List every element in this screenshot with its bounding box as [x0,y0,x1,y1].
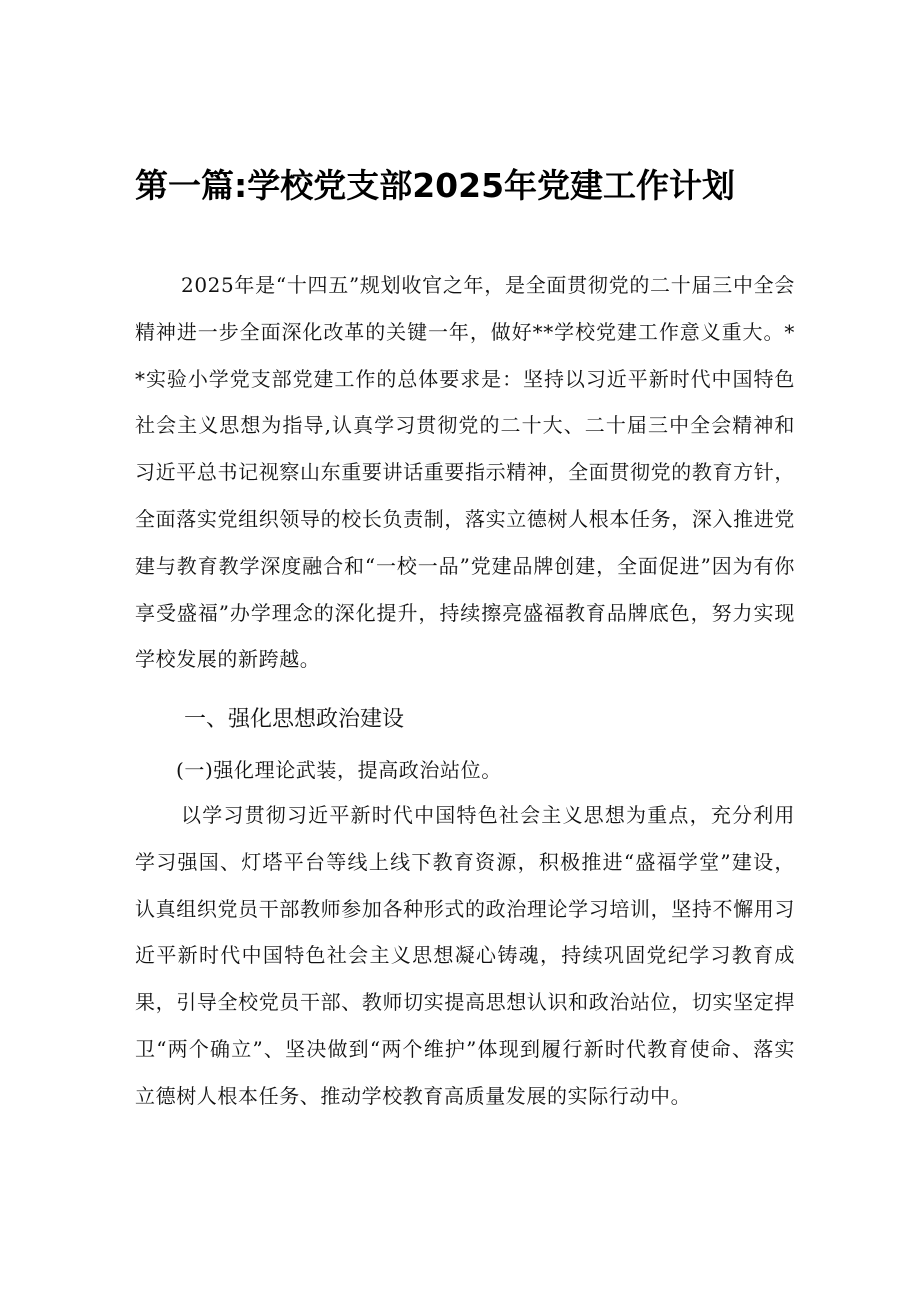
intro-paragraph: 2025年是“十四五”规划收官之年，是全面贯彻党的二十届三中全会精神进一步全面深化改革的关键一年，做好**学校党建工作意义重大。**实验小学党支部党建工作的总体要求是：坚持以习近平新时代中国特色社会主义思想为指导,认真学习贯彻党的二十大、二十届三中全会精神和习近平总书记视察山东重要讲话重要指示精神，全面贯彻党的教育方针，全面落实党组织领导的校长负责制，落实立德树人根本任务，深入推进党建与教育教学深度融合和“一校一品”党建品牌创建，全面促进”因为有你享受盛福”办学理念的深化提升，持续擦亮盛福教育品牌底色，努力实现学校发展的新跨越。 [135,273,795,672]
section-heading: 一、强化思想政治建设 [184,707,405,732]
sub-heading: (一)强化理论武装，提高政治站位。 [176,758,502,782]
body-paragraph: 以学习贯彻习近平新时代中国特色社会主义思想为重点，充分利用学习强国、灯塔平台等线上线下教育资源，积极推进“盛福学堂”建设，认真组织党员干部教师参加各种形式的政治理论学习培训，坚持不懈用习近平新时代中国特色社会主义思想凝心铸魂，持续巩固党纪学习教育成果，引导全校党员干部、教师切实提高思想认识和政治站位，切实坚定捍卫“两个确立”、坚决做到“两个维护”体现到履行新时代教育使命、落实立德树人根本任务、推动学校教育高质量发展的实际行动中。 [135,803,795,1108]
document-title: 第一篇:学校党支部2025年党建工作计划 [135,166,736,205]
